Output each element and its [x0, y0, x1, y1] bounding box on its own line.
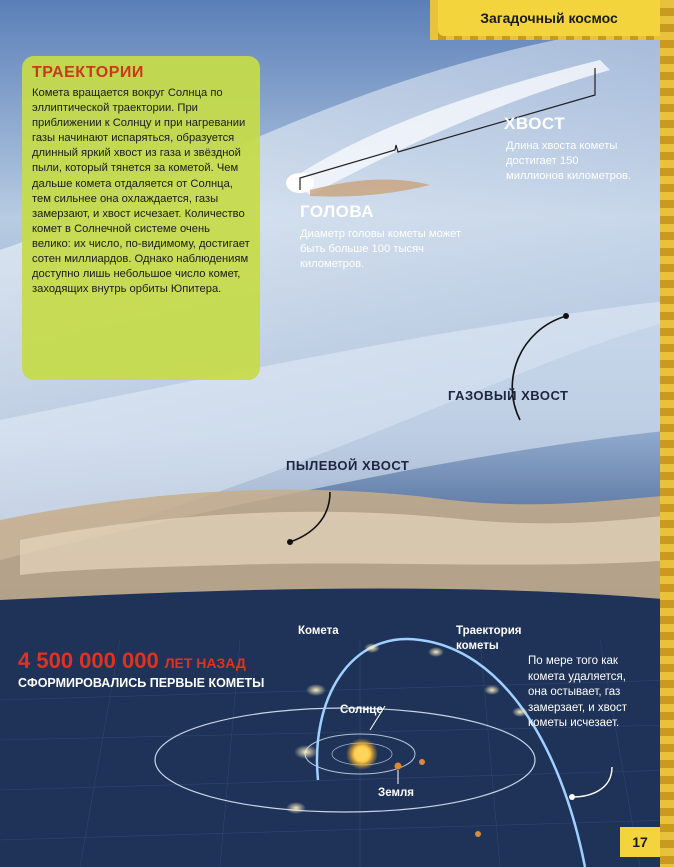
age-unit: ЛЕТ НАЗАД: [164, 655, 246, 671]
diagram-earth-label: Земля: [378, 787, 414, 799]
trajectories-text: Комета вращается вокруг Солнца по эллиптической траектории. При приближении к Солнцу и при нагревании газы начинают испаряться, образуется длинный яркий хвост из газа и звёздной пыли, который тянется за кометой. Чем дальше комета отдаляется от Солнца, тем сильнее она охлаждается, газы замерзают, и хвост исчезает. Количество комет в Солнечной системе очень велико: их число, по-видимому, достигает сотен миллиардов. Однако наблюдениям доступно лишь небольшое число комет, заходящих внутрь орбиты Юпитера.: [32, 87, 250, 296]
tail-text: Длина хвоста кометы достигает 150 миллионов километров.: [506, 140, 632, 182]
diagram-comet-label: Комета: [298, 625, 339, 637]
border-right-pattern: [660, 0, 674, 867]
age-fact-number: [18, 648, 246, 674]
page-number: 17: [620, 827, 660, 857]
section-title: Загадочный космос: [438, 0, 660, 36]
head-title: ГОЛОВА: [300, 202, 375, 221]
dust-tail-label: ПЫЛЕВОЙ ХВОСТ: [286, 458, 410, 473]
age-fact-caption: СФОРМИРОВАЛИСЬ ПЕРВЫЕ КОМЕТЫ: [18, 676, 265, 690]
diagram-trajectory-label: Траектория кометы: [456, 625, 522, 652]
trajectories-title: ТРАЕКТОРИИ: [32, 64, 144, 81]
diagram-note: По мере того как комета удаляется, она остывает, газ замерзает, и хвост кометы исчезает.: [528, 655, 628, 730]
head-text: Диаметр головы кометы может быть больше 100 тысяч километров.: [300, 228, 462, 270]
gas-tail-label: ГАЗОВЫЙ ХВОСТ: [448, 388, 569, 403]
age-number: 4 500 000 000: [18, 648, 159, 673]
diagram-sun-label: Солнце: [340, 704, 383, 716]
trajectories-box: [22, 56, 260, 380]
tail-title: ХВОСТ: [504, 114, 566, 133]
